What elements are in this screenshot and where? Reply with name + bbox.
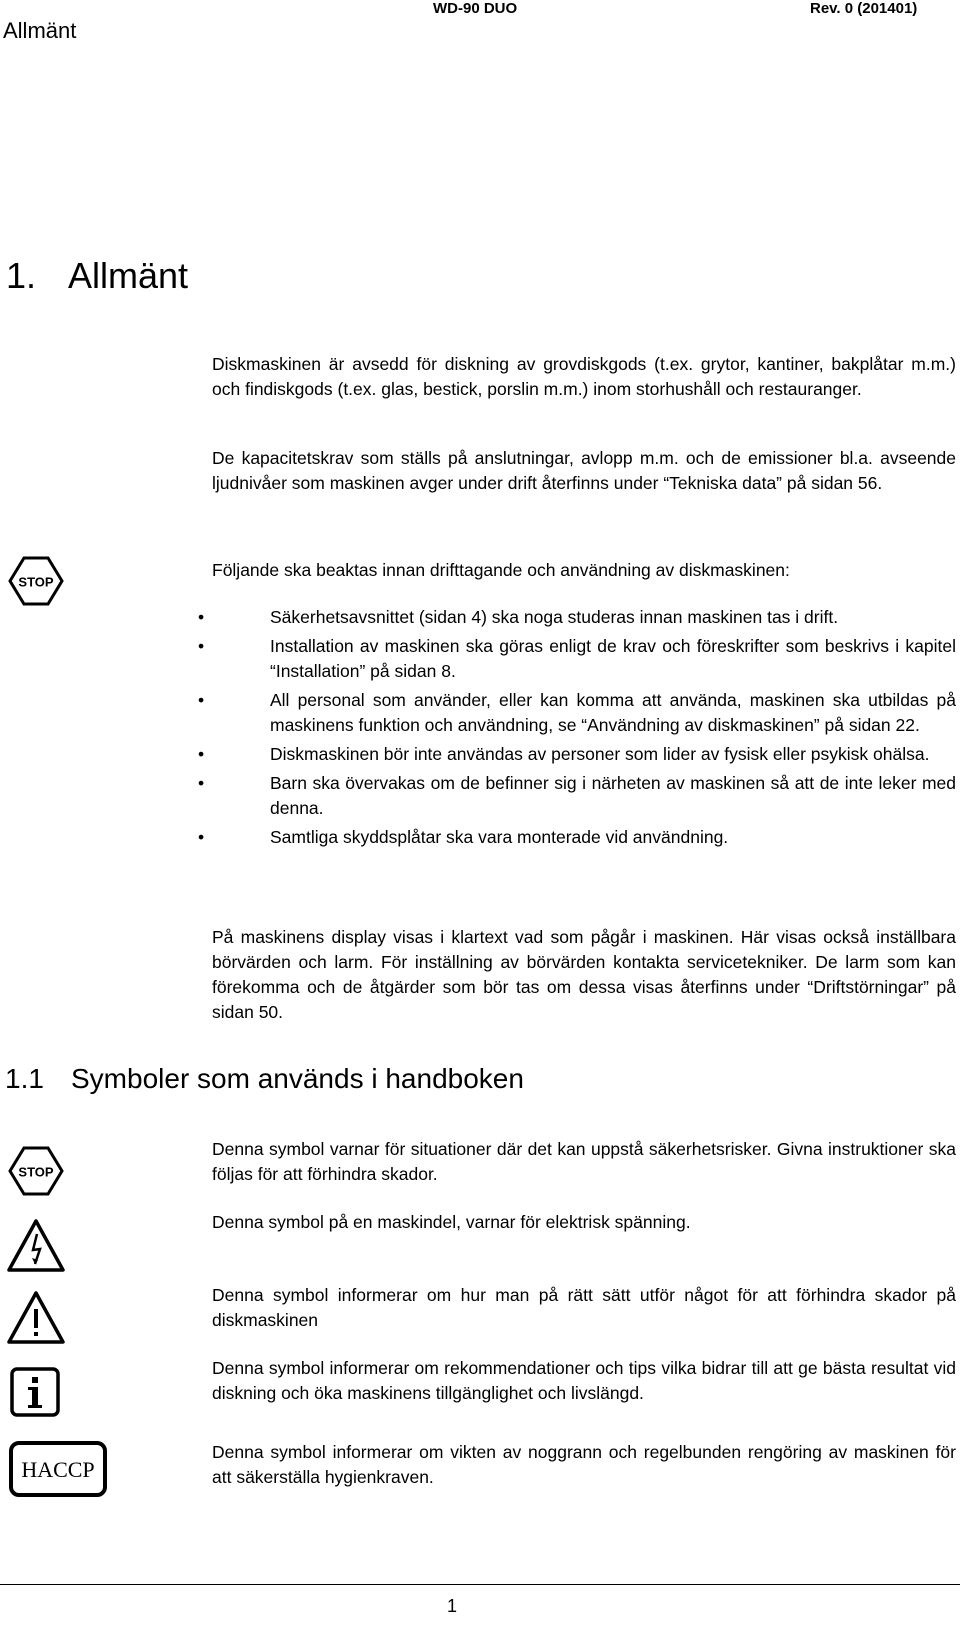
section-number: 1.1 — [5, 1063, 44, 1094]
stop-notice-lead: Följande ska beaktas innan drifttagande och användning av diskmaskinen: — [212, 560, 790, 580]
symbol-description: Denna symbol på en maskindel, varnar för elektrisk spänning. — [212, 1212, 691, 1232]
info-icon — [10, 1367, 60, 1417]
footer-divider — [0, 1584, 960, 1585]
symbol-description: Denna symbol informerar om rekommendationer och tips vilka bidrar till att ge bästa resultat vid diskning och öka maskinens tillgänglighet och livslängd. — [212, 1358, 956, 1403]
list-item: • Barn ska övervakas om de befinner sig i närheten av maskinen så att de inte leker med denna. — [198, 773, 956, 818]
section-title: Symboler som används i handboken — [71, 1063, 524, 1094]
list-item: • All personal som använder, eller kan komma att använda, maskinen ska utbildas på maskinens funktion och användning, se “Användning av diskmaskinen” på sidan 22. — [198, 690, 956, 735]
bullet: • — [198, 827, 205, 847]
symbol-description: Denna symbol varnar för situationer där det kan uppstå säkerhetsrisker. Givna instruktioner ska följas för att förhindra skador. — [212, 1139, 956, 1184]
header-model: WD-90 DUO — [433, 0, 518, 17]
header-revision: Rev. 0 (201401) — [810, 0, 918, 17]
chapter-number: 1. — [6, 255, 37, 296]
chapter-heading — [6, 255, 188, 297]
stop-notice-list — [196, 605, 956, 854]
list-item: • Samtliga skyddsplåtar ska vara monterade vid användning. — [196, 825, 956, 850]
warning-icon — [6, 1290, 66, 1346]
list-item: • Säkerhetsavsnittet (sidan 4) ska noga studeras innan maskinen tas i drift. — [196, 605, 956, 630]
header-section-title: Allmänt — [3, 18, 77, 43]
symbol-description: Denna symbol informerar om hur man på rätt sätt utför något för att förhindra skador på diskmaskinen — [212, 1285, 956, 1330]
section-heading — [5, 1063, 524, 1095]
stop-icon-label: STOP — [18, 1164, 54, 1180]
chapter-title: Allmänt — [68, 255, 189, 296]
intro-paragraph: De kapacitetskrav som ställs på anslutningar, avlopp m.m. och de emissioner bl.a. avseende ljudnivåer som maskinen avger under drift återfinns under “Tekniska data” på sidan 56. — [212, 448, 956, 493]
haccp-icon-label: HACCP — [21, 1457, 95, 1482]
electric-warning-icon — [6, 1218, 66, 1274]
list-item: • Installation av maskinen ska göras enligt de krav och föreskrifter som beskrivs i kapitel “Installation” på sidan 8. — [198, 636, 956, 681]
bullet: • — [198, 607, 205, 627]
haccp-icon — [8, 1440, 108, 1498]
stop-icon — [8, 1146, 64, 1196]
page-number: 1 — [447, 1596, 458, 1616]
display-paragraph: På maskinens display visas i klartext vad som pågår i maskinen. Här visas också inställbara börvärden och larm. För inställning av börvärden kontakta servicetekniker. De larm som kan förekomma och de åtgärder som bör tas om dessa visas återfinns under “Driftstörningar” på sidan 50. — [212, 927, 956, 1022]
bullet: • — [198, 744, 205, 764]
bullet: • — [198, 636, 205, 656]
bullet: • — [198, 690, 205, 710]
bullet: • — [198, 773, 205, 793]
symbol-description: Denna symbol informerar om vikten av noggrann och regelbunden rengöring av maskinen för att säkerställa hygienkraven. — [212, 1442, 956, 1487]
list-item: • Diskmaskinen bör inte användas av personer som lider av fysisk eller psykisk ohälsa. — [196, 742, 956, 767]
intro-paragraph: Diskmaskinen är avsedd för diskning av grovdiskgods (t.ex. grytor, kantiner, bakplåtar m.m.) och findiskgods (t.ex. glas, bestick, porslin m.m.) inom storhushåll och restauranger. — [212, 354, 956, 399]
stop-icon-label: STOP — [18, 574, 54, 590]
stop-icon — [8, 556, 64, 606]
